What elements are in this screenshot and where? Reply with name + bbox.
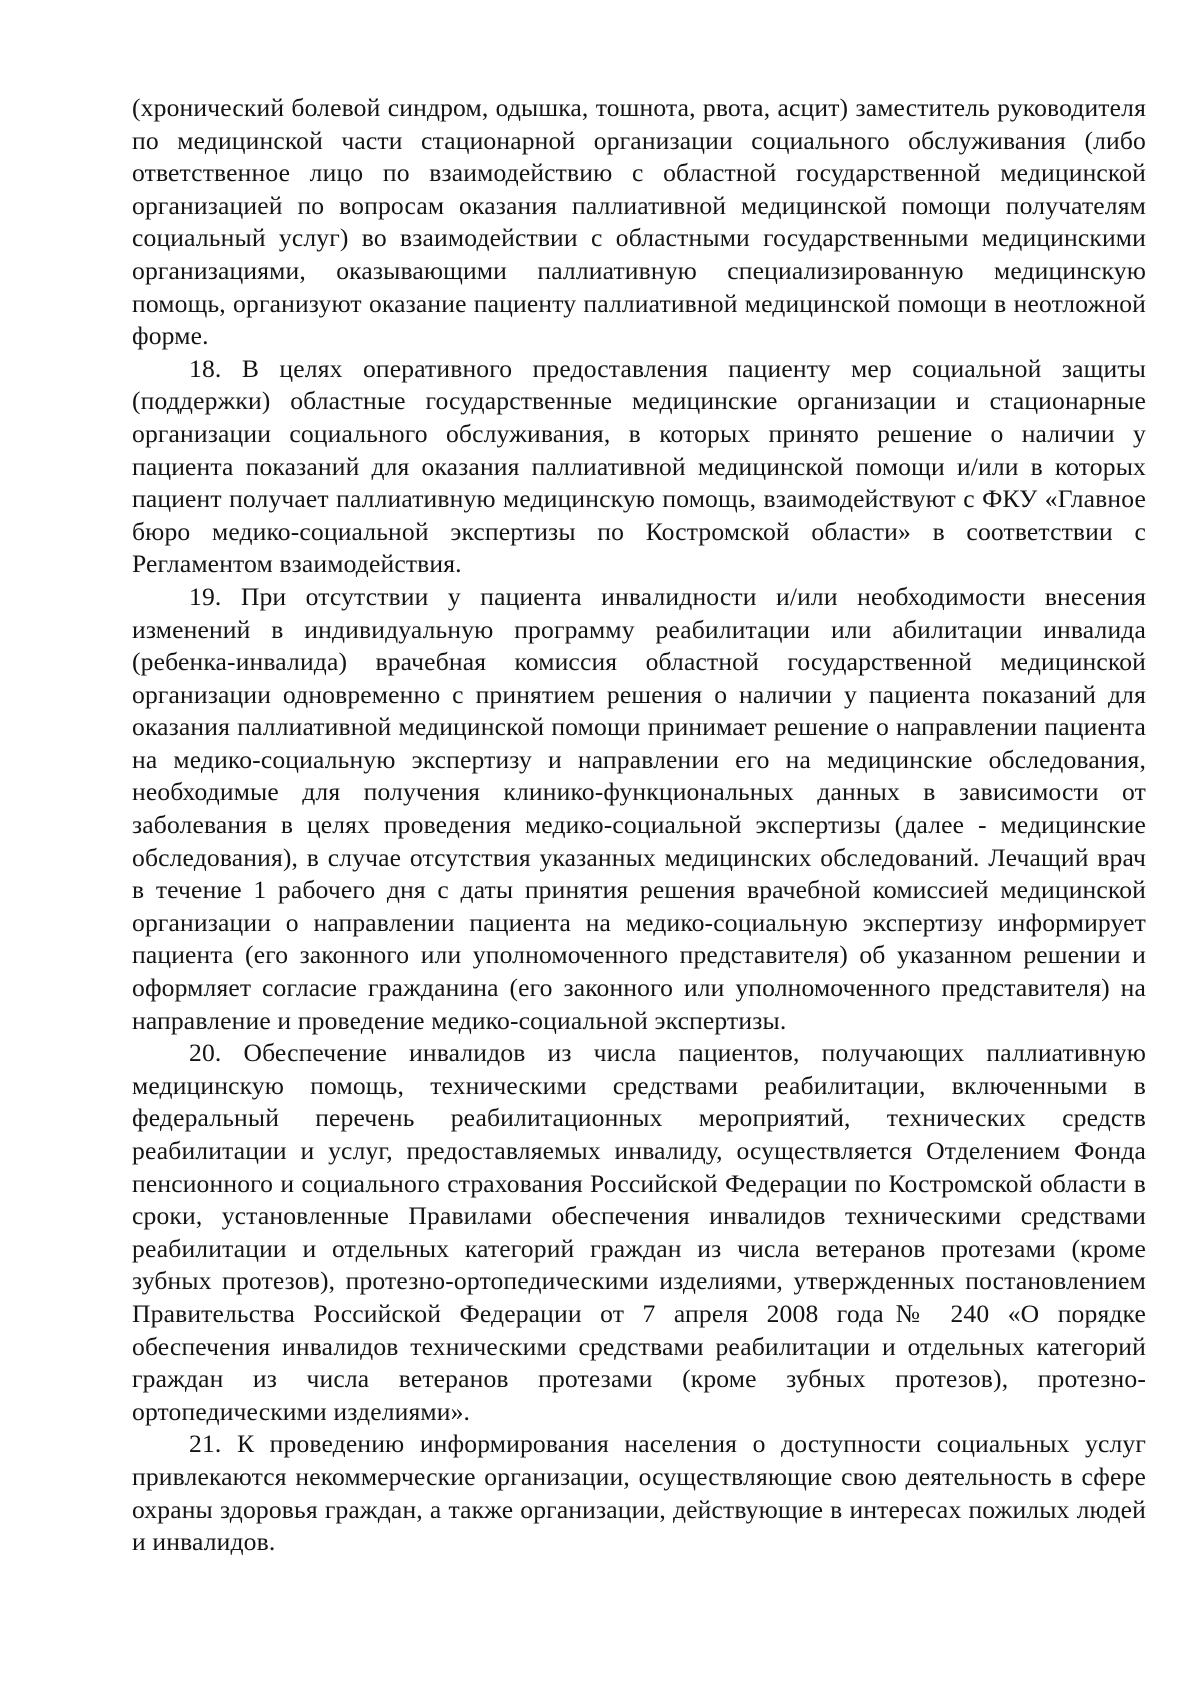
- paragraph-21: 21. К проведению информирования населения о доступности социальных услуг привлекаются некоммерческие организации, осуществляющие свою деятельность в сфере охраны здоровья граждан, а также организации, действующие в интересах пожилых людей и инвалидов.: [132, 1429, 1146, 1557]
- document-body: [132, 92, 1146, 1559]
- paragraph-18: 18. В целях оперативного предоставления пациенту мер социальной защиты (поддержки) областные государственные медицинские организации и стационарные организации социального обслуживания, в которых принято решение о наличии у пациента показаний для оказания паллиативной медицинской помощи и/или в которых пациент получает паллиативную медицинскую помощь, взаимодействуют с ФКУ «Главное бюро медико-социальной экспертизы по Костромской области» в соответствии с Регламентом взаимодействия.: [132, 353, 1146, 579]
- paragraph-continuation: (хронический болевой синдром, одышка, тошнота, рвота, асцит) заместитель руководителя по медицинской части стационарной организации социального обслуживания (либо ответственное лицо по взаимодействию с областной государственной медицинской организацией по вопросам оказания паллиативной медицинской помощи получателям социальный услуг) во взаимодействии с областными государственными медицинскими организациями, оказывающими паллиативную специализированную медицинскую помощь, организуют оказание пациенту паллиативной медицинской помощи в неотложной форме.: [132, 93, 1146, 351]
- paragraph-20: 20. Обеспечение инвалидов из числа пациентов, получающих паллиативную медицинскую помощь, техническими средствами реабилитации, включенными в федеральный перечень реабилитационных мероприятий, технических средств реабилитации и услуг, предоставляемых инвалиду, осуществляется Отделением Фонда пенсионного и социального страхования Российской Федерации по Костромской области в сроки, установленные Правилами обеспечения инвалидов техническими средствами реабилитации и отдельных категорий граждан из числа ветеранов протезами (кроме зубных протезов), протезно-ортопедическими изделиями, утвержденных постановлением Правительства Российской Федерации от 7 апреля 2008 года№ 240 «О порядке обеспечения инвалидов техническими средствами реабилитации и отдельных категорий граждан из числа ветеранов протезами (кроме зубных протезов), протезно-ортопедическими изделиями».: [132, 1038, 1146, 1426]
- paragraph-19: 19. При отсутствии у пациента инвалидности и/или необходимости внесения изменений в индивидуальную программу реабилитации или абилитации инвалида (ребенка-инвалида) врачебная комиссия областной государственной медицинской организации одновременно с принятием решения о наличии у пациента показаний для оказания паллиативной медицинской помощи принимает решение о направлении пациента на медико-социальную экспертизу и направлении его на медицинские обследования, необходимые для получения клинико-функциональных данных в зависимости от заболевания в целях проведения медико-социальной экспертизы (далее - медицинские обследования), в случае отсутствия указанных медицинских обследований. Лечащий врач в течение 1 рабочего дня с даты принятия решения врачебной комиссией медицинской организации о направлении пациента на медико-социальную экспертизу информирует пациента (его законного или уполномоченного представителя) об указанном решении и оформляет согласие гражданина (его законного или уполномоченного представителя) на направление и проведение медико-социальной экспертизы.: [132, 581, 1146, 1035]
